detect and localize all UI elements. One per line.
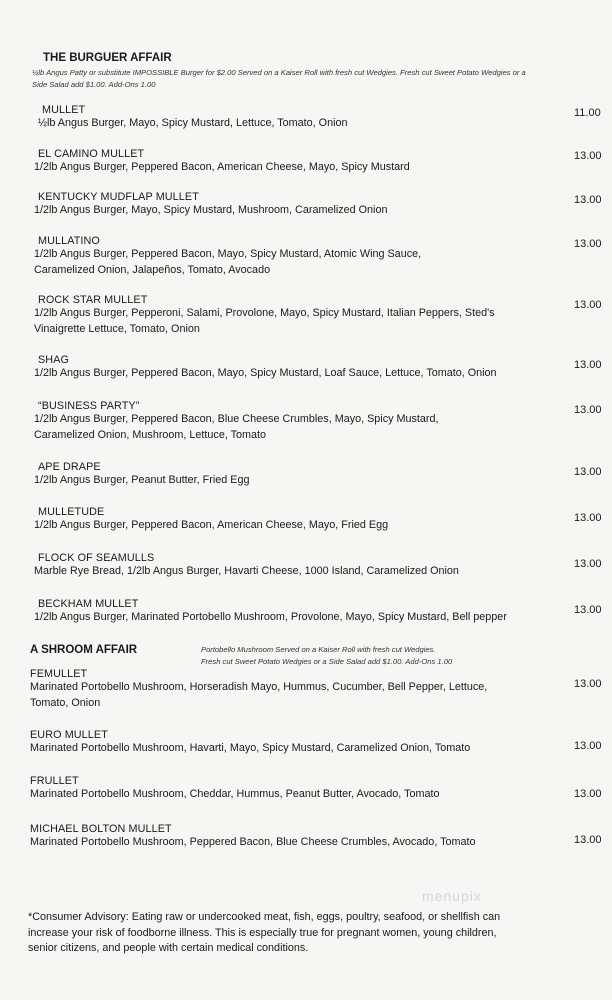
burger-section-title: THE BURGUER AFFAIR (43, 52, 172, 64)
menu-item-price: 13.00 (574, 678, 602, 690)
menu-item-description: 1/2lb Angus Burger, Marinated Portobello Mushroom, Provolone, Mayo, Spicy Mustard, Bell pepper (34, 611, 507, 623)
menu-item-price: 11.00 (574, 107, 601, 119)
burger-section-note-1: ½lb Angus Patty or substitute IMPOSSIBLE Burger for $2.00 Served on a Kaiser Roll with fresh cut Wedgies. Fresh cut Sweet Potato Wedgies or a (32, 68, 526, 77)
menu-item-price: 13.00 (574, 834, 602, 846)
menu-item-price: 13.00 (574, 788, 602, 800)
menu-item-description: Marinated Portobello Mushroom, Havarti, Mayo, Spicy Mustard, Caramelized Onion, Tomato (30, 742, 471, 754)
menu-item-description: 1/2lb Angus Burger, Peppered Bacon, American Cheese, Mayo, Spicy Mustard (34, 161, 410, 173)
menu-item-name: APE DRAPE (38, 461, 101, 473)
menu-item-name: MULLATINO (38, 235, 100, 247)
menu-item-description: 1/2lb Angus Burger, Peppered Bacon, Mayo, Spicy Mustard, Loaf Sauce, Lettuce, Tomato, Onion (34, 367, 497, 379)
shroom-section-title: A SHROOM AFFAIR (30, 644, 138, 656)
shroom-section-note-2: Fresh cut Sweet Potato Wedgies or a Side Salad add $1.00. Add-Ons 1.00 (201, 657, 453, 666)
menu-item (34, 294, 495, 337)
menu-item-price: 13.00 (574, 299, 602, 311)
menu-item (30, 775, 440, 803)
menu-item-price: 13.00 (574, 512, 602, 524)
menu-item (30, 668, 487, 711)
menu-item-description: Marble Rye Bread, 1/2lb Angus Burger, Havarti Cheese, 1000 Island, Caramelized Onion (34, 565, 459, 577)
menu-item-price: 13.00 (574, 404, 602, 416)
menu-item-description: Marinated Portobello Mushroom, Peppered Bacon, Blue Cheese Crumbles, Avocado, Tomato (30, 836, 476, 848)
menu-item-name: FRULLET (30, 775, 79, 787)
menu-item-description: 1/2lb Angus Burger, Peppered Bacon, American Cheese, Mayo, Fried Egg (34, 519, 389, 531)
menu-item-description: Vinaigrette Lettuce, Tomato, Onion (34, 322, 200, 335)
menu-item (38, 104, 348, 132)
menu-item-name: MICHAEL BOLTON MULLET (30, 823, 172, 835)
watermark: menupix (422, 888, 482, 904)
menu-item (34, 552, 459, 580)
menu-item-price: 13.00 (574, 740, 602, 752)
menu-item-name: FEMULLET (30, 668, 88, 680)
menu-item-name: BECKHAM MULLET (38, 598, 139, 610)
menu-item-price: 13.00 (574, 466, 602, 478)
menu-item-name: MULLET (42, 104, 86, 116)
menu-item-description: 1/2lb Angus Burger, Mayo, Spicy Mustard, Mushroom, Caramelized Onion (34, 204, 388, 216)
menu-item (34, 461, 250, 489)
menu-item-price: 13.00 (574, 604, 602, 616)
menu-item (34, 598, 507, 626)
shroom-section-note-1: Portobello Mushroom Served on a Kaiser Roll with fresh cut Wedgies. (201, 645, 436, 654)
menu-item-description: 1/2lb Angus Burger, Peanut Butter, Fried Egg (34, 474, 250, 486)
menu-item-description: 1/2lb Angus Burger, Peppered Bacon, Blue Cheese Crumbles, Mayo, Spicy Mustard, (34, 413, 439, 425)
menu-item (34, 506, 389, 534)
menu-item-price: 13.00 (574, 558, 602, 570)
menu-item (34, 235, 422, 278)
menu-item-description: Caramelized Onion, Mushroom, Lettuce, Tomato (34, 428, 267, 441)
menu-item-price: 13.00 (574, 238, 602, 250)
menu-item-description: Tomato, Onion (30, 696, 101, 709)
menu-item-description: Marinated Portobello Mushroom, Horseradish Mayo, Hummus, Cucumber, Bell Pepper, Lettuce, (30, 681, 488, 693)
menu-item-name: KENTUCKY MUDFLAP MULLET (38, 191, 199, 203)
menu-item-description: ½lb Angus Burger, Mayo, Spicy Mustard, Lettuce, Tomato, Onion (38, 117, 348, 129)
menu-item-name: FLOCK OF SEAMULLS (38, 552, 155, 564)
menu-item (30, 729, 470, 757)
menu-item-description: 1/2lb Angus Burger, Pepperoni, Salami, Provolone, Mayo, Spicy Mustard, Italian Peppers, Sted's (34, 307, 495, 319)
menu-item (34, 354, 497, 382)
menu-item-description: Caramelized Onion, Jalapeños, Tomato, Avocado (34, 263, 271, 276)
menu-item-price: 13.00 (574, 359, 602, 371)
menu-item-name: “BUSINESS PARTY” (38, 400, 140, 412)
menu-item-name: EURO MULLET (30, 729, 108, 741)
menu-item-description: Marinated Portobello Mushroom, Cheddar, Hummus, Peanut Butter, Avocado, Tomato (30, 788, 440, 800)
menu-item-description: 1/2lb Angus Burger, Peppered Bacon, Mayo, Spicy Mustard, Atomic Wing Sauce, (34, 248, 422, 260)
menu-item-name: SHAG (38, 354, 69, 366)
consumer-advisory (28, 910, 500, 957)
menu-item (30, 823, 476, 851)
burger-section-note-2: Side Salad add $1.00. Add-Ons 1.00 (32, 80, 156, 89)
menu-item-name: ROCK STAR MULLET (38, 294, 148, 306)
advisory-line: *Consumer Advisory: Eating raw or undercooked meat, fish, eggs, poultry, seafood, or shellfish can (28, 911, 501, 923)
menu-item (34, 148, 410, 176)
menu-item-price: 13.00 (574, 194, 602, 206)
menu-item-name: EL CAMINO MULLET (38, 148, 145, 160)
menu-item (34, 191, 388, 219)
menu-item-name: MULLETUDE (38, 506, 105, 518)
advisory-line: increase your risk of foodborne illness. This is especially true for pregnant women, young children, (28, 926, 497, 939)
menu-item-price: 13.00 (574, 150, 602, 162)
menu-item (34, 400, 439, 443)
advisory-line: senior citizens, and people with certain medical conditions. (28, 942, 309, 954)
